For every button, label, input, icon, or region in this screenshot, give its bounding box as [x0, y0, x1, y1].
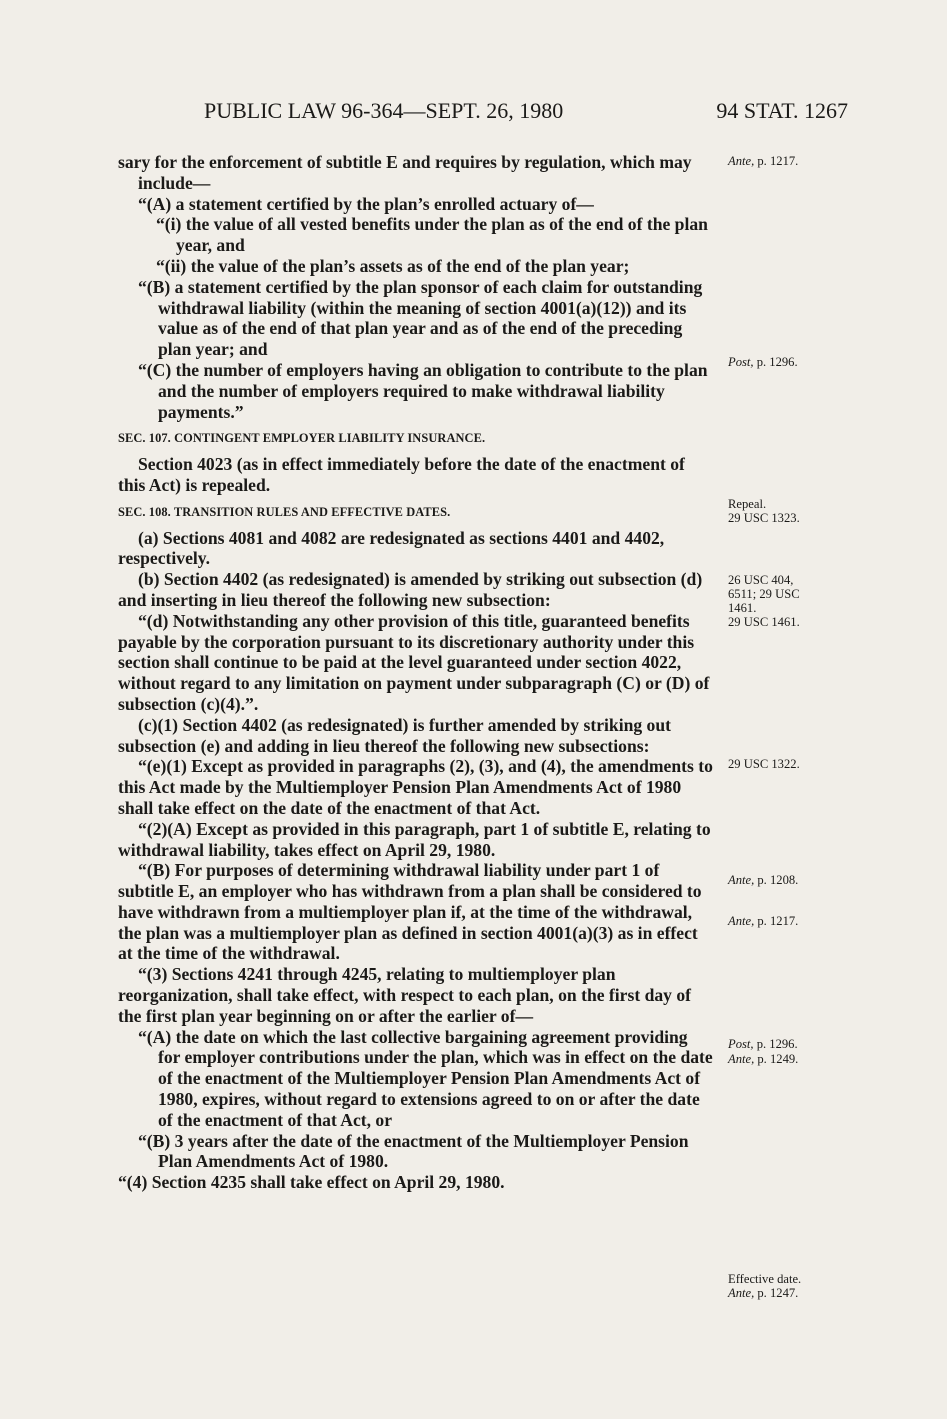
paragraph: “(B) For purposes of determining withdrawal liability under part 1 of subtitle E, an employer who has withdrawn from a plan shall be considered to have withdrawn from a multiemployer plan if, at the time of the withdrawal, the plan was a multiemployer plan as defined in section 4001(a)(3) as in effect at the time of the withdrawal. — [118, 860, 702, 964]
section-heading: SEC. 108. TRANSITION RULES AND EFFECTIVE DATES. — [118, 504, 451, 519]
paragraph: “(A) a statement certified by the plan’s enrolled actuary of— — [138, 193, 594, 214]
margin-note — [728, 355, 838, 369]
paragraph: “(2)(A) Except as provided in this paragraph, part 1 of subtitle E, relating to withdrawal liability, takes effect on April 29, 1980. — [118, 818, 711, 860]
paragraph: sary for the enforcement of subtitle E and requires by regulation, which may include— — [118, 152, 692, 193]
margin-note — [728, 1272, 838, 1300]
margin-note-text: 6511; 29 USC — [728, 587, 800, 601]
paragraph: “(B) 3 years after the date of the enactment of the Multiemployer Pension Plan Amendments Act of 1980. — [138, 1130, 689, 1172]
paragraph: “(i) the value of all vested benefits under the plan as of the end of the plan year, and — [156, 214, 708, 256]
margin-note-italic: Ante, — [728, 154, 755, 168]
paragraph: “(A) the date on which the last collective bargaining agreement providing for employer contributions under the plan, which was in effect on the date of the enactment of the Multiemployer Pension Plan Amendments Act of 1980, expires, without regard to extensions agreed to on or after the date of the enactment of that Act, or — [138, 1026, 713, 1130]
paragraph: “(ii) the value of the plan’s assets as of the end of the plan year; — [156, 255, 630, 276]
paragraph: (c)(1) Section 4402 (as redesignated) is further amended by striking out subsection (e) and adding in lieu thereof the following new subsections: — [118, 714, 672, 756]
margin-note-text: Repeal. — [728, 497, 767, 511]
margin-note-italic: Ante, — [728, 1052, 755, 1066]
paragraph: “(3) Sections 4241 through 4245, relating to multiemployer plan reorganization, shall take effect, with respect to each plan, on the first day of the first plan year beginning on or after the earlier of— — [118, 964, 692, 1026]
margin-note-text: p. 1208. — [754, 873, 799, 887]
margin-note-text: 29 USC 1461. — [728, 615, 800, 629]
margin-note-text: 1461. — [728, 601, 757, 615]
header-title: PUBLIC LAW 96-364—SEPT. 26, 1980 — [204, 98, 564, 123]
margin-note — [728, 1052, 838, 1066]
paragraph: “(e)(1) Except as provided in paragraphs (2), (3), and (4), the amendments to this Act made by the Multiemployer Pension Plan Amendments Act of 1980 shall take effect on the date of the enactment of that Act. — [118, 756, 713, 818]
margin-note — [728, 914, 838, 928]
margin-note-text: 29 USC 1322. — [728, 757, 800, 771]
margin-note — [728, 757, 838, 771]
margin-note-text: p. 1296. — [753, 355, 798, 369]
margin-note — [728, 873, 838, 887]
margin-note-text: Effective date. — [728, 1272, 802, 1286]
margin-note-italic: Ante, — [728, 873, 755, 887]
paragraph: “(4) Section 4235 shall take effect on April 29, 1980. — [118, 1172, 505, 1193]
margin-note-text: p. 1247. — [754, 1286, 799, 1300]
margin-note-text: 26 USC 404, — [728, 573, 794, 587]
margin-note-italic: Ante, — [728, 1286, 755, 1300]
margin-note — [728, 497, 838, 525]
paragraph: (a) Sections 4081 and 4082 are redesignated as sections 4401 and 4402, respectively. — [118, 527, 665, 569]
paragraph: “(C) the number of employers having an obligation to contribute to the plan and the number of employers required to make withdrawal liability payments.” — [138, 359, 708, 422]
margin-note-text: p. 1217. — [754, 914, 799, 928]
margin-note — [728, 1037, 838, 1051]
margin-note-italic: Post, — [728, 355, 754, 369]
margin-note-italic: Post, — [728, 1037, 754, 1051]
margin-note-text: p. 1296. — [753, 1037, 798, 1051]
margin-note-text: p. 1217. — [754, 154, 799, 168]
margin-note-text: 29 USC 1323. — [728, 511, 800, 525]
section-heading: SEC. 107. CONTINGENT EMPLOYER LIABILITY INSURANCE. — [118, 431, 486, 446]
margin-note — [728, 154, 838, 168]
paragraph: (b) Section 4402 (as redesignated) is amended by striking out subsection (d) and inserting in lieu thereof the following new subsection: — [118, 569, 703, 610]
running-header — [88, 98, 848, 132]
paragraph: “(B) a statement certified by the plan sponsor of each claim for outstanding withdrawal liability (within the meaning of section 4001(a)(12)) and its value as of the end of that plan year and as of the end of the preceding plan year; and — [138, 276, 703, 360]
main-text-column — [118, 152, 714, 1193]
margin-note-italic: Ante, — [728, 914, 755, 928]
paragraph: Section 4023 (as in effect immediately before the date of the enactment of this Act) is repealed. — [118, 454, 685, 495]
margin-note-text: p. 1249. — [754, 1052, 799, 1066]
paragraph: “(d) Notwithstanding any other provision of this title, guaranteed benefits payable by the corporation pursuant to its discretionary authority under this section shall continue to be paid at the level guaranteed under section 4022, without regard to any limitation on payment under subparagraph (C) or (D) of subsection (c)(4).”. — [118, 610, 710, 714]
header-stat-page: 94 STAT. 1267 — [716, 98, 848, 123]
margin-note — [728, 573, 838, 629]
